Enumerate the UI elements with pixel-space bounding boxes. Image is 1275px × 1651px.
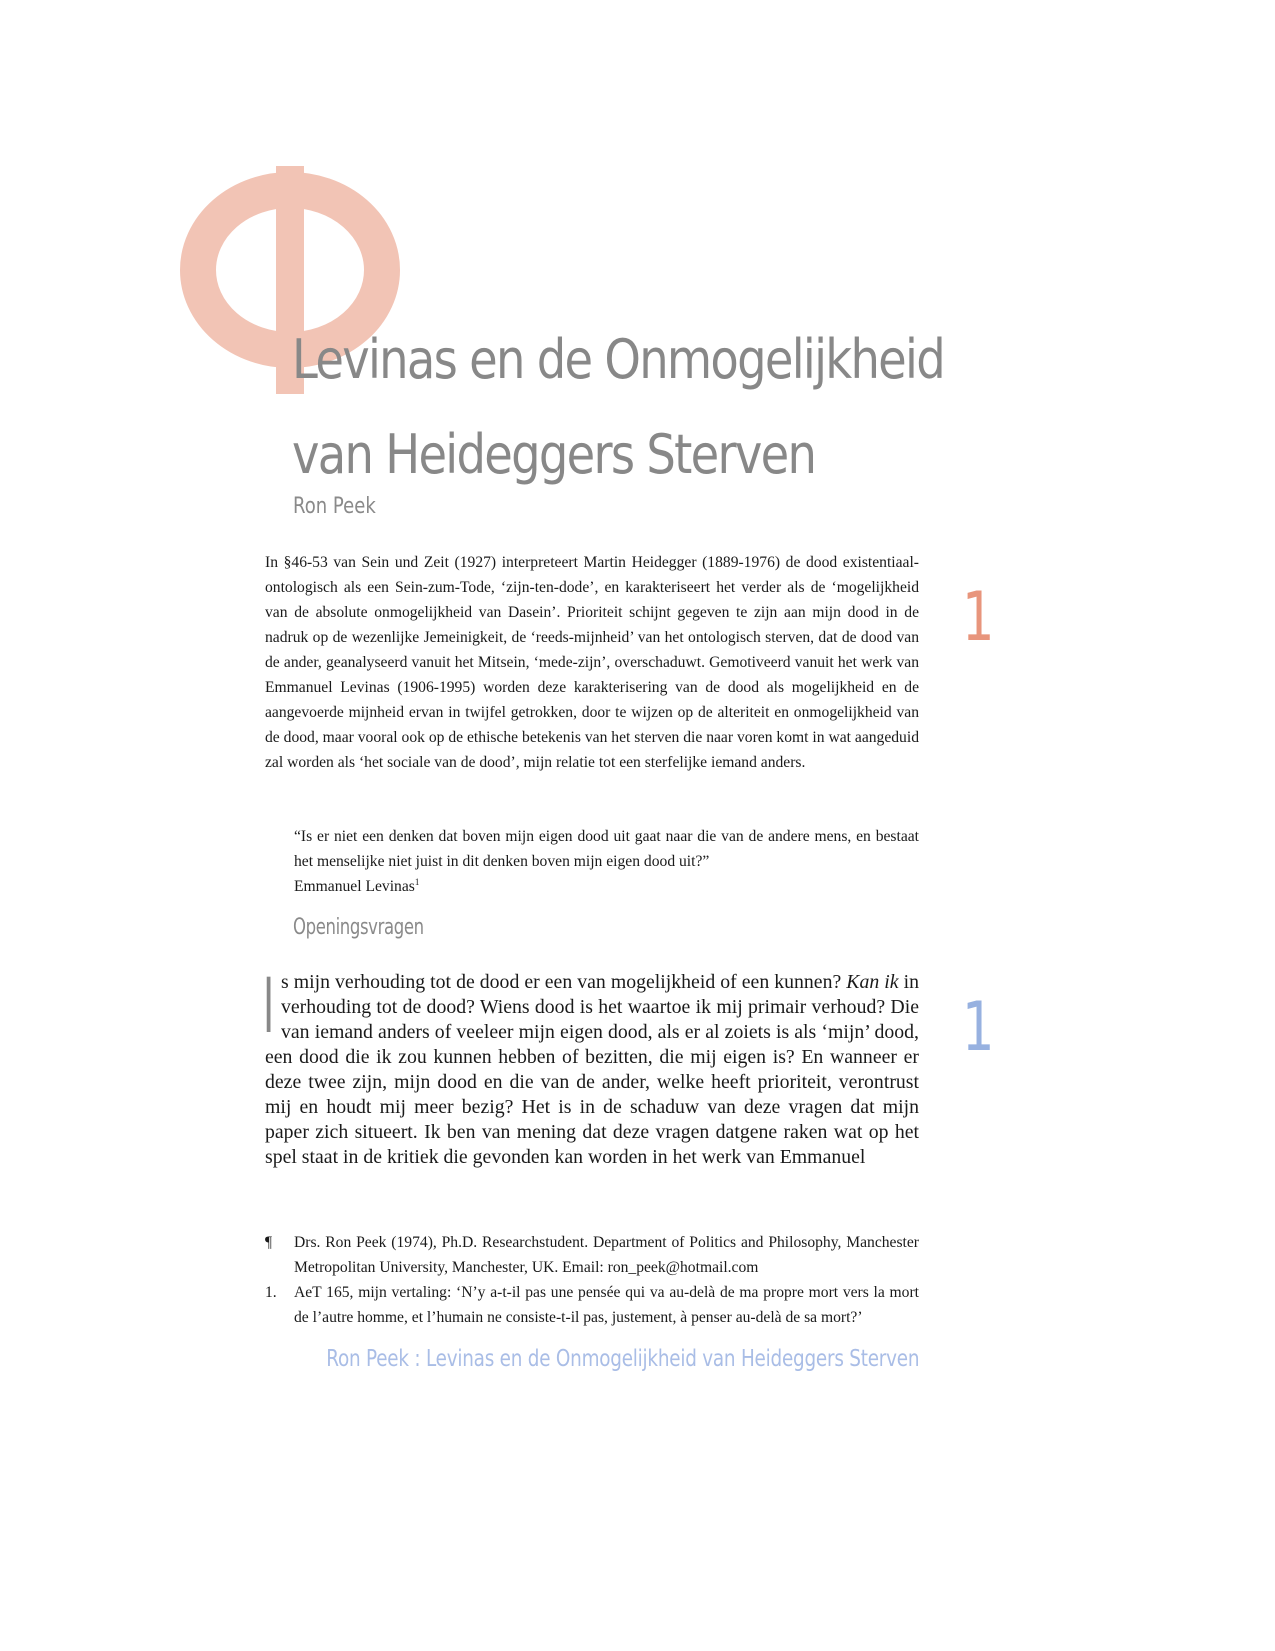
drop-cap: I: [263, 961, 275, 1050]
author-name: Ron Peek: [293, 494, 376, 519]
footnotes: [265, 1230, 919, 1330]
body-italic: Kan ik: [846, 971, 899, 993]
section-heading: Openingsvragen: [293, 915, 424, 940]
quote-attribution: [294, 874, 919, 899]
margin-number-blue: 1: [962, 988, 995, 1067]
epigraph-quote: [294, 824, 919, 899]
margin-number-orange: 1: [962, 578, 995, 657]
footnote-number: 1.: [265, 1284, 277, 1301]
body-text-rest: in verhouding tot de dood? Wiens dood is het waartoe ik mij primair verhoud? Die van iemand anders of veeleer mijn eigen dood, als er al zoiets is als ‘mijn’ dood, een dood die ik zou kunnen hebben of bezitten, die mij eigen is? En wanneer er deze twee zijn, mijn dood en die van de ander, welke heeft prioriteit, verontrust mij en houdt mij meer bezig? Het is in de schaduw van deze vragen dat mijn paper zich situeert. Ik ben van mening dat deze vragen datgene raken wat op het spel staat in de kritiek die gevonden kan worden in het werk van Emmanuel: [265, 971, 920, 1168]
title-line-2: van Heideggers Sterven: [292, 423, 816, 486]
body-paragraph: [263, 961, 920, 1170]
footnote-text: Drs. Ron Peek (1974), Ph.D. Researchstudent. Department of Politics and Philosophy, Manchester Metropolitan University, Manchester, UK. Email: ron_peek@hotmail.com: [294, 1234, 919, 1276]
running-footer: Ron Peek : Levinas en de Onmogelijkheid van Heideggers Sterven: [326, 1346, 919, 1372]
paper-title: [292, 312, 944, 502]
footnote-text: AeT 165, mijn vertaling: ‘N’y a-t-il pas une pensée qui va au-delà de ma propre mort vers la mort de l’autre homme, et l’humain ne consiste-t-il pas, justement, à penser au-delà de sa mort?’: [294, 1284, 919, 1326]
quote-author: Emmanuel Levinas: [294, 878, 415, 895]
footnote-1: [265, 1280, 919, 1330]
title-line-1: Levinas en de Onmogelijkheid: [292, 328, 944, 391]
pilcrow-mark: ¶: [265, 1234, 273, 1251]
body-text-start: s mijn verhouding tot de dood er een van mogelijkheid of een kunnen?: [281, 971, 847, 993]
quote-text: “Is er niet een denken dat boven mijn eigen dood uit gaat naar die van de andere mens, en bestaat het menselijke niet juist in dit denken boven mijn eigen dood uit?”: [294, 828, 919, 870]
abstract: In §46-53 van Sein und Zeit (1927) interpreteert Martin Heidegger (1889-1976) de dood existentiaal-ontologisch als een Sein-zum-Tode, ‘zijn-ten-dode’, en karakteriseert het verder als de ‘mogelijkheid van de absolute onmogelijkheid van Dasein’. Prioriteit schijnt gegeven te zijn aan mijn dood in de nadruk op de wezenlijke Jemeinigkeit, de ‘reeds-mijnheid’ van het ontologisch sterven, dat de dood van de ander, geanalyseerd vanuit het Mitsein, ‘mede-zijn’, overschaduwt. Gemotiveerd vanuit het werk van Emmanuel Levinas (1906-1995) worden deze karakterisering van de dood als mogelijkheid en de aangevoerde mijnheid ervan in twijfel getrokken, door te wijzen op de alteriteit en onmogelijkheid van de dood, maar vooral ook op de ethische betekenis van het sterven die naar voren komt in wat aangeduid zal worden als ‘het sociale van de dood’, mijn relatie tot een sterfelijke iemand anders.: [265, 554, 919, 771]
footnote-author: [265, 1230, 919, 1280]
footnote-ref: 1: [414, 876, 420, 887]
